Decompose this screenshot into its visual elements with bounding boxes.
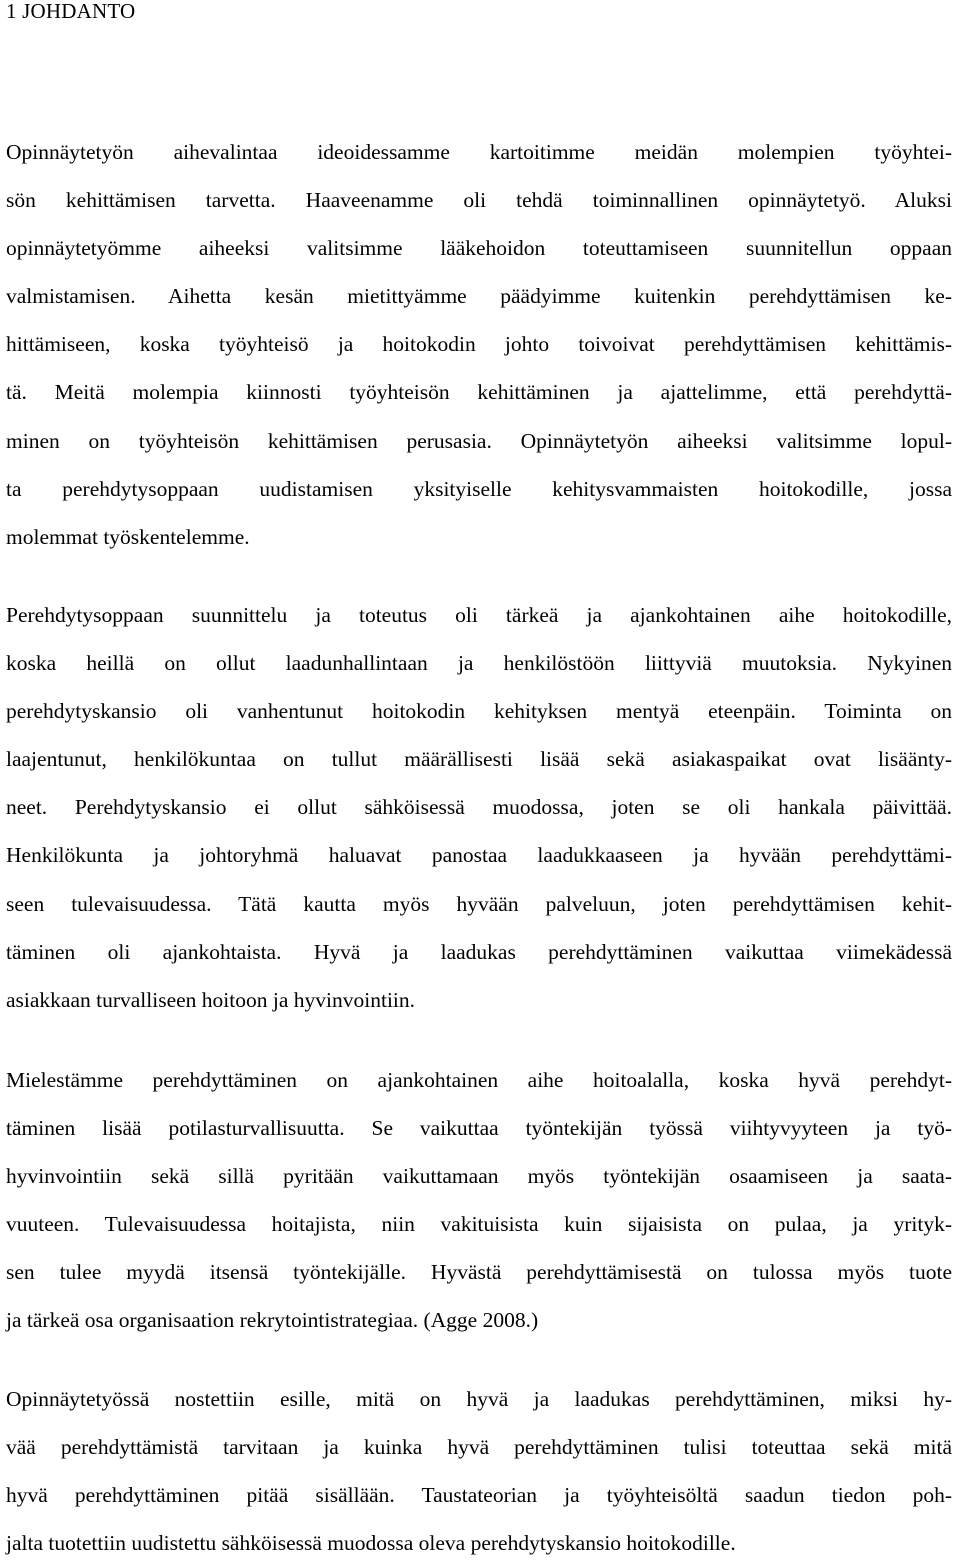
paragraph-line: hyvinvointiin sekä sillä pyritään vaikuttamaan myös työntekijän osaamiseen ja saata- xyxy=(6,1164,952,1189)
paragraph-line: sön kehittämisen tarvetta. Haaveenamme oli tehdä toiminnallinen opinnäytetyö. Aluksi xyxy=(6,188,952,213)
paragraph-line: Opinnäytetyössä nostettiin esille, mitä on hyvä ja laadukas perehdyttäminen, miksi hy- xyxy=(6,1387,952,1411)
paragraph-4 xyxy=(6,1375,952,1567)
paragraph-line: valmistamisen. Aihetta kesän mietittyämme päädyimme kuitenkin perehdyttämisen ke- xyxy=(6,284,952,309)
paragraph-line: Perehdytysoppaan suunnittelu ja toteutus oli tärkeä ja ajankohtainen aihe hoitokodille, xyxy=(6,603,952,627)
paragraph-line: laajentunut, henkilökuntaa on tullut määrällisesti lisää sekä asiakaspaikat ovat lisäänty- xyxy=(6,747,952,772)
paragraph-line: seen tulevaisuudessa. Tätä kautta myös hyvään palveluun, joten perehdyttämisen kehit- xyxy=(6,891,952,916)
paragraph-line: Mielestämme perehdyttäminen on ajankohtainen aihe hoitoalalla, koska hyvä perehdyt- xyxy=(6,1068,952,1092)
paragraph-line: minen on työyhteisön kehittämisen perusasia. Opinnäytetyön aiheeksi valitsimme lopul- xyxy=(6,428,952,453)
paragraph-line: tä. Meitä molempia kiinnosti työyhteisön kehittäminen ja ajattelimme, että perehdyttä- xyxy=(6,380,952,405)
paragraph-line: täminen oli ajankohtaista. Hyvä ja laadukas perehdyttäminen vaikuttaa viimekädessä xyxy=(6,939,952,964)
paragraph-line: Opinnäytetyön aihevalintaa ideoidessamme kartoitimme meidän molempien työyhtei- xyxy=(6,140,952,164)
paragraph-line: vää perehdyttämistä tarvitaan ja kuinka hyvä perehdyttäminen tulisi toteuttaa sekä mitä xyxy=(6,1435,952,1460)
paragraph-line: hyvä perehdyttäminen pitää sisällään. Taustateorian ja työyhteisöltä saadun tiedon poh- xyxy=(6,1483,952,1508)
paragraph-line: perehdytyskansio oli vanhentunut hoitokodin kehityksen mentyä eteenpäin. Toiminta on xyxy=(6,699,952,724)
paragraph-1 xyxy=(6,128,952,561)
paragraph-line: jalta tuotettiin uudistettu sähköisessä muodossa oleva perehdytyskansio hoitokodille. xyxy=(6,1531,736,1556)
paragraph-line: vuuteen. Tulevaisuudessa hoitajista, niin vakituisista kuin sijaisista on pulaa, ja yrityk- xyxy=(6,1212,952,1237)
paragraph-line: neet. Perehdytyskansio ei ollut sähköisessä muodossa, joten se oli hankala päivittää. xyxy=(6,795,952,820)
paragraph-line: sen tulee myydä itsensä työntekijälle. Hyvästä perehdyttämisestä on tulossa myös tuote xyxy=(6,1260,952,1285)
chapter-heading: 1 JOHDANTO xyxy=(6,0,136,23)
paragraph-3 xyxy=(6,1056,952,1345)
paragraph-2 xyxy=(6,591,952,1024)
paragraph-line: hittämiseen, koska työyhteisö ja hoitokodin johto toivoivat perehdyttämisen kehittämis- xyxy=(6,332,952,357)
paragraph-line: ja tärkeä osa organisaation rekrytointistrategiaa. (Agge 2008.) xyxy=(6,1308,539,1333)
paragraph-line: koska heillä on ollut laadunhallintaan ja henkilöstöön liittyviä muutoksia. Nykyinen xyxy=(6,651,952,676)
paragraph-line: opinnäytetyömme aiheeksi valitsimme lääkehoidon toteuttamiseen suunnitellun oppaan xyxy=(6,236,952,261)
paragraph-line: täminen lisää potilasturvallisuutta. Se vaikuttaa työntekijän työssä viihtyvyyteen ja työ- xyxy=(6,1116,952,1141)
paragraph-line: molemmat työskentelemme. xyxy=(6,524,250,549)
paragraph-line: ta perehdytysoppaan uudistamisen yksityiselle kehitysvammaisten hoitokodille, jossa xyxy=(6,476,952,501)
paragraph-line: asiakkaan turvalliseen hoitoon ja hyvinvointiin. xyxy=(6,987,416,1012)
paragraph-line: Henkilökunta ja johtoryhmä haluavat panostaa laadukkaaseen ja hyvään perehdyttämi- xyxy=(6,843,952,868)
